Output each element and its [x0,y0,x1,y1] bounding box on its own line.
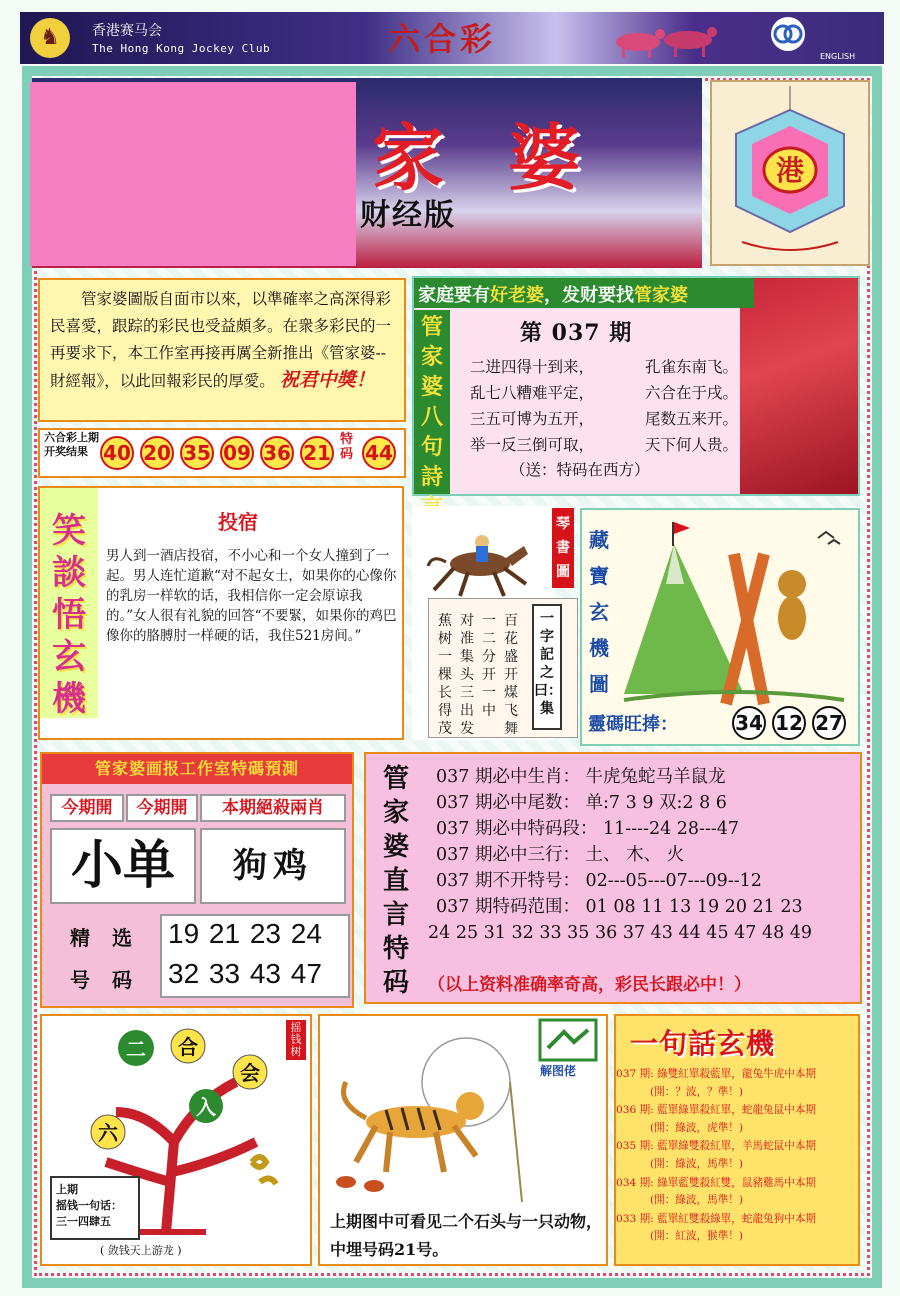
running-horse-icon [424,524,534,600]
tips-note: （以上资料准确率奇高，彩民长跟必中！） [428,975,751,995]
tree-word: 会 [240,1061,260,1085]
tree-word: 二 [126,1037,146,1061]
lottery-title: 六合彩 [388,20,497,58]
joke-title: 投宿 [218,510,258,534]
issue-number: 第 037 期 [520,320,633,346]
tip-line: 037 期必中三行： 土、 木、 火 [436,845,685,865]
tip-line: 037 期必中特码段： 11----24 28---47 [436,819,740,839]
banner-title: 家婆 [372,115,645,200]
pink-placeholder-box [30,82,356,266]
lantern-icon [712,82,868,264]
blessing-text: 祝君中獎！ [279,369,375,391]
poem-header-a: 家庭要有 [418,285,490,306]
col-header: 今期開 [126,794,198,822]
col-header: 今期開 [50,794,124,822]
poem-line: 举一反三倒可取， 天下何人贵。 [470,436,738,454]
tips-vertical-title: 管家婆直言特码 [382,764,409,998]
poem-header-b: 好老婆 [490,285,544,306]
treasure-vertical-title: 藏寶玄機圖 [589,528,609,696]
result-ball: 35 [180,436,214,470]
riddle-item: 033 期: 藍單紅雙殺綠單，蛇龍兔狗中本期 (開：紅波，猴準！) [616,1212,817,1243]
result-ball: 21 [300,436,334,470]
selected-label: 精选 [70,926,154,950]
last-result-label: 六合彩上期开奖结果 [44,431,99,458]
lucky-ball: 34 [732,706,766,740]
tree-word: 六 [98,1121,118,1145]
riddle-list [616,1066,860,1247]
riddle-item: 034 期: 綠單藍雙殺紅雙，鼠豬雞馬中本期 (開：綠波，馬準！) [616,1176,817,1207]
riddle-item: 037 期: 綠雙紅單殺藍單，龍兔牛虎中本期 (開：？波，？準！) [616,1068,817,1098]
english-link-icon[interactable] [768,16,808,52]
tip-line: 24 25 31 32 33 35 36 37 43 44 45 47 48 49 [428,923,813,943]
special-label: 特码 [340,432,354,462]
scroll-column: 对准集头三出发 [460,613,474,737]
last-riddle-line: 摇钱一句话： [56,1199,122,1212]
tips-lines [428,764,856,946]
tip-line: 037 期特码范围： 01 08 11 13 19 20 21 23 [436,897,803,917]
joke-text: 男人到一酒店投宿，不小心和一个女人撞到了一起。男人连忙道歉“对不起女士，如果你的心像你的乳房一样软的话，我相信你一定会原谅我的。”女人很有礼貌的回答“不要緊，如果你的鸡巴像你的胳膊肘一样硬的话，我住521房间。” [106,548,397,644]
selected-label: 号码 [70,968,154,992]
scroll-column: 一二分开一中 [482,613,496,719]
intro-text [38,278,406,422]
col-header: 本期絕殺兩肖 [200,794,346,822]
result-ball: 40 [100,436,134,470]
tiger-caption: 上期图中可看见二个石头与一只动物，中埋号码21号。 [330,1212,603,1259]
lucky-ball: 12 [772,706,806,740]
special-header: 管家婆画报工作室特碼預測 [42,754,352,784]
scroll-columns [436,612,520,738]
poem-header [414,278,754,308]
mountain-monkey-picture [614,514,854,710]
tree-word: 合 [178,1035,198,1059]
intro-body: 管家婆圖版自面市以來，以準確率之高深得彩民喜愛，跟踪的彩民也受益頗多。在衆多彩民的一再要求下，本工作室再接再厲全新推出《管家婆--財經報》，以此回報彩民的厚愛。 [50,290,392,390]
last-riddle-box [50,1176,140,1240]
big-small-value: 小单 [50,828,196,904]
tree-tag: 摇钱树 [286,1020,306,1060]
result-ball: 36 [260,436,294,470]
poem-note: （送：特码在西方） [510,461,650,479]
tip-line: 037 期不开特号： 02---05---07---09--12 [436,871,762,891]
kill-zodiac-value: 狗鸡 [200,828,346,904]
riddle-item: 036 期: 藍單綠單殺紅單，蛇龍兔鼠中本期 (開：綠波，虎準！) [616,1104,817,1134]
joke-vertical-title: 笑談悟玄機 [52,511,86,719]
scroll-title: 一字記之曰：集 [532,604,562,730]
last-riddle-line: 三一四肆五 [56,1215,111,1228]
last-riddle-label: 上期 [56,1183,78,1196]
poem-line: 二进四得十到来， 孔雀东南飞。 [470,358,738,376]
selected-numbers-row: 32 33 43 47 [168,958,322,989]
poem-line: 乱七八糟难平定， 六合在于戌。 [470,384,738,402]
poem-line: 三五可博为五开， 尾数五来开。 [470,410,738,428]
lucky-ball: 27 [812,706,846,740]
result-ball: 09 [220,436,254,470]
poem-lines [470,354,738,458]
club-name-en: The Hong Kong Jockey Club [92,42,271,55]
result-ball: 20 [140,436,174,470]
racing-horses-icon [608,16,728,60]
curtain-picture [740,278,858,494]
tip-line: 037 期必中尾数： 单:7 3 9 双:2 8 6 [436,793,727,813]
special-ball: 44 [362,436,396,470]
decode-badge-label: 解图佬 [540,1064,577,1078]
lucky-label: 靈碼旺捧： [588,714,678,735]
english-link[interactable]: ENGLISH [820,52,856,61]
tree-word: 入 [196,1095,216,1119]
tip-line: 037 期必中生肖： 牛虎兔蛇马羊鼠龙 [436,767,726,787]
poem-header-c: ，发财要找 [544,285,634,306]
banner-subtitle: 财经版 [360,198,456,233]
riddle-item: 035 期: 藍單綠雙殺紅單，羊馬蛇鼠中本期 (開：綠波，馬準！) [616,1140,817,1170]
poem-vertical-title: 管家婆八句詩 [414,310,450,494]
riddle-title: 一句話玄機 [630,1027,776,1060]
lantern-picture [710,80,870,266]
tiger-picture [326,1032,556,1202]
selected-numbers-row: 19 21 23 24 [168,918,322,949]
scroll-column: 蕉树一棵长得茂 [438,613,452,737]
poem-header-d: 管家婆 [634,285,688,306]
lantern-char: 港 [775,154,805,187]
seal-stamp: 琴書圖 [552,508,574,588]
club-name-cn: 香港赛马会 [92,23,162,39]
tree-caption: ( 敛钱天上游龙 ) [100,1244,182,1257]
scroll-column: 百花盛开煤飞舞 [504,613,518,737]
jockey-club-logo[interactable]: ♞ [30,18,70,58]
